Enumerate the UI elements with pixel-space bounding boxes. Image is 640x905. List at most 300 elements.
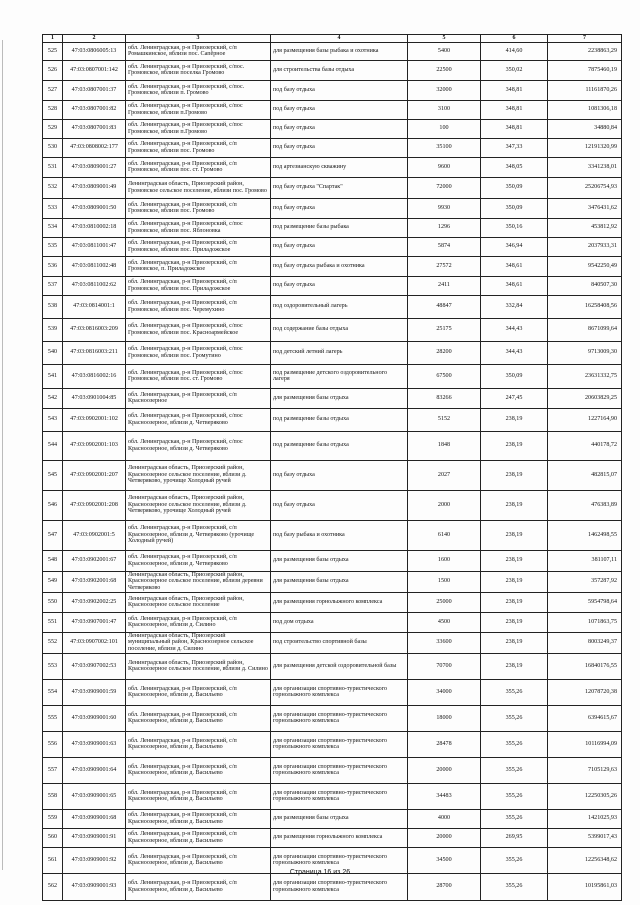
row-number: 546 [43, 490, 63, 520]
specific-value: 350,09 [481, 198, 548, 218]
specific-value: 355,26 [481, 783, 548, 809]
specific-value: 344,43 [481, 318, 548, 341]
cadastral-value: 5954798,64 [548, 592, 622, 612]
cadastral-value: 6394615,67 [548, 705, 622, 731]
permitted-use: для организации спортивно-туристического горнолыжного комплекса [271, 757, 408, 783]
table-row [43, 679, 622, 705]
cadastral-value: 8671099,64 [548, 318, 622, 341]
row-number: 543 [43, 408, 63, 431]
address: обл. Ленинградская, р-н Приозерский, с/п Красноозерное, вблизи д. Васильево [126, 731, 271, 757]
table-row [43, 705, 622, 731]
page-number: Страница 16 из 26 [289, 869, 351, 876]
cadastral-value: 34880,84 [548, 119, 622, 138]
specific-value: 238,19 [481, 490, 548, 520]
specific-value: 348,81 [481, 119, 548, 138]
table-row [43, 138, 622, 157]
address: обл. Ленинградская, р-н Приозерский, с/пос Громовское, вблизи пос. Громутино [126, 341, 271, 364]
table-row [43, 388, 622, 408]
permitted-use: под размещение базы отдыха [271, 431, 408, 460]
table-row [43, 731, 622, 757]
cadastral-value: 10195861,03 [548, 873, 622, 900]
area: 9930 [408, 198, 481, 218]
area: 5400 [408, 42, 481, 60]
specific-value: 350,09 [481, 177, 548, 198]
row-number: 559 [43, 809, 63, 828]
table-row [43, 318, 622, 341]
cadastral-value: 1462498,55 [548, 520, 622, 550]
table-row [43, 295, 622, 318]
address: обл. Ленинградская, р-н Приозерский, с/п Красноозерное, вблизи д. Васильево [126, 809, 271, 828]
table-row [43, 408, 622, 431]
table-header-row [43, 35, 622, 43]
row-number: 556 [43, 731, 63, 757]
address: Ленинградская область, Приозерский район, Красноозерное сельское поселение, вблизи д. Силино [126, 653, 271, 679]
area: 22500 [408, 60, 481, 80]
permitted-use: для организации спортивно-туристического горнолыжного комплекса [271, 847, 408, 873]
table-row [43, 757, 622, 783]
permitted-use: под детский летний лагерь [271, 341, 408, 364]
cadastral-value: 20603829,25 [548, 388, 622, 408]
cadastral-number: 47:03:0807001:82 [63, 100, 126, 119]
permitted-use: под базу отдыха [271, 276, 408, 295]
cadastral-number: 47:03:0902001:67 [63, 550, 126, 571]
specific-value: 348,81 [481, 80, 548, 100]
permitted-use: под базу отдыха [271, 119, 408, 138]
row-number: 554 [43, 679, 63, 705]
permitted-use: под оздоровительный лагерь [271, 295, 408, 318]
specific-value: 346,94 [481, 237, 548, 256]
column-number: 6 [481, 35, 548, 43]
row-number: 530 [43, 138, 63, 157]
cadastral-number: 47:03:0909001:63 [63, 731, 126, 757]
row-number: 525 [43, 42, 63, 60]
cadastral-number: 47:03:0809001:27 [63, 157, 126, 177]
permitted-use: для размещения горнолыжного комплекса [271, 828, 408, 847]
cadastral-number: 47:03:0807001:37 [63, 80, 126, 100]
area: 3100 [408, 100, 481, 119]
cadastral-value: 8003249,37 [548, 632, 622, 653]
specific-value: 238,19 [481, 571, 548, 592]
specific-value: 355,26 [481, 705, 548, 731]
area: 70700 [408, 653, 481, 679]
row-number: 558 [43, 783, 63, 809]
specific-value: 332,84 [481, 295, 548, 318]
cadastral-value: 5399017,43 [548, 828, 622, 847]
cadastral-number: 47:03:0909001:60 [63, 705, 126, 731]
row-number: 538 [43, 295, 63, 318]
address: обл. Ленинградская, р-н Приозерский, с/пос Громовское, вблизи пос. ст. Громово [126, 364, 271, 388]
row-number: 534 [43, 218, 63, 237]
row-number: 544 [43, 431, 63, 460]
page-edge-line [2, 40, 3, 870]
specific-value: 238,19 [481, 550, 548, 571]
area: 27572 [408, 256, 481, 276]
cadastral-value: 357287,92 [548, 571, 622, 592]
address: обл. Ленинградская, р-н Приозерский, с/пос Красноозерное, вблизи д. Четверяково [126, 431, 271, 460]
specific-value: 355,26 [481, 679, 548, 705]
row-number: 549 [43, 571, 63, 592]
specific-value: 347,33 [481, 138, 548, 157]
table-row [43, 520, 622, 550]
cadastral-number: 47:03:0902001:102 [63, 408, 126, 431]
table-row [43, 653, 622, 679]
cadastral-value: 12250305,26 [548, 783, 622, 809]
cadastral-value: 3476431,62 [548, 198, 622, 218]
area: 72000 [408, 177, 481, 198]
address: обл. Ленинградская, р-н Приозерский, с/п Громовское, п. Приладожское [126, 256, 271, 276]
area: 1600 [408, 550, 481, 571]
specific-value: 238,19 [481, 592, 548, 612]
permitted-use: под размещение базы отдыха [271, 408, 408, 431]
specific-value: 238,19 [481, 612, 548, 632]
address: обл. Ленинградская, р-н Приозерский, с/п Красноозерное, вблизи д. Силино [126, 612, 271, 632]
area: 28700 [408, 873, 481, 900]
table-row [43, 256, 622, 276]
cadastral-number: 47:03:0811001:47 [63, 237, 126, 256]
area: 5152 [408, 408, 481, 431]
cadastral-number: 47:03:0909001:68 [63, 809, 126, 828]
specific-value: 238,19 [481, 653, 548, 679]
table-row [43, 119, 622, 138]
column-number: 2 [63, 35, 126, 43]
address: Ленинградская область, Приозерский район, Красноозерное сельское поселение, вблизи деревни Четверяково [126, 571, 271, 592]
address: Ленинградская область, Приозерский район, Громовское сельское поселение, вблизи пос. Громово [126, 177, 271, 198]
area: 9600 [408, 157, 481, 177]
table-row [43, 60, 622, 80]
area: 5874 [408, 237, 481, 256]
cadastral-value: 7875460,19 [548, 60, 622, 80]
cadastral-number: 47:03:0816003:211 [63, 341, 126, 364]
cadastral-number: 47:03:0809001:50 [63, 198, 126, 218]
address: обл. Ленинградская, р-н Приозерский, с/пос. Громовское, вблизи поселка Громово [126, 60, 271, 80]
specific-value: 348,81 [481, 100, 548, 119]
address: обл. Ленинградская, р-н Приозерский, с/п Красноозерное [126, 388, 271, 408]
specific-value: 247,45 [481, 388, 548, 408]
table-row [43, 592, 622, 612]
area: 4000 [408, 809, 481, 828]
table-row [43, 177, 622, 198]
cadastral-number: 47:03:0909001:91 [63, 828, 126, 847]
table-row [43, 364, 622, 388]
cadastral-value: 840507,30 [548, 276, 622, 295]
area: 35100 [408, 138, 481, 157]
table-row [43, 828, 622, 847]
row-number: 533 [43, 198, 63, 218]
area: 32000 [408, 80, 481, 100]
table-row [43, 198, 622, 218]
permitted-use: для размещения базы отдыха [271, 809, 408, 828]
table-row [43, 237, 622, 256]
row-number: 551 [43, 612, 63, 632]
cadastral-value: 12256348,62 [548, 847, 622, 873]
cadastral-value: 1421025,93 [548, 809, 622, 828]
specific-value: 238,19 [481, 460, 548, 490]
specific-value: 355,26 [481, 847, 548, 873]
address: обл. Ленинградская, р-н Приозерский, с/п Красноозерное, вблизи д. Васильево [126, 873, 271, 900]
permitted-use: под базу отдыха [271, 100, 408, 119]
cadastral-number: 47:03:0901004:85 [63, 388, 126, 408]
row-number: 550 [43, 592, 63, 612]
row-number: 542 [43, 388, 63, 408]
specific-value: 344,43 [481, 341, 548, 364]
column-number: 4 [271, 35, 408, 43]
table-row [43, 783, 622, 809]
area: 18000 [408, 705, 481, 731]
cadastral-value: 440178,72 [548, 431, 622, 460]
row-number: 552 [43, 632, 63, 653]
row-number: 561 [43, 847, 63, 873]
specific-value: 355,26 [481, 809, 548, 828]
row-number: 526 [43, 60, 63, 80]
permitted-use: под строительство спортивной базы [271, 632, 408, 653]
permitted-use: для организации спортивно-туристического горнолыжного комплекса [271, 679, 408, 705]
row-number: 536 [43, 256, 63, 276]
address: обл. Ленинградская, р-н Приозерский, с/п Громовское, вблизи пос. Приладожское [126, 237, 271, 256]
permitted-use: для размещения горнолыжного комплекса [271, 592, 408, 612]
land-plots-table [42, 34, 622, 901]
table-row [43, 550, 622, 571]
area: 2411 [408, 276, 481, 295]
address: обл. Ленинградская, р-н Приозерский, с/пос Громовское, вблизи пос. Красноармейское [126, 318, 271, 341]
permitted-use: для размещения базы отдыха [271, 388, 408, 408]
cadastral-value: 16840176,55 [548, 653, 622, 679]
cadastral-number: 47:03:0807001:83 [63, 119, 126, 138]
permitted-use: под базу отдыха [271, 237, 408, 256]
cadastral-number: 47:03:0907002:101 [63, 632, 126, 653]
permitted-use: для размещения базы отдыха [271, 571, 408, 592]
row-number: 562 [43, 873, 63, 900]
table-row [43, 341, 622, 364]
permitted-use: для организации спортивно-туристического горнолыжного комплекса [271, 783, 408, 809]
area: 2027 [408, 460, 481, 490]
address: обл. Ленинградская, р-н Приозерский, с/п Громовское, вблизи пос. Громово [126, 198, 271, 218]
specific-value: 238,19 [481, 431, 548, 460]
address: обл. Ленинградская, р-н Приозерский, с/п Громовское, вблизи пос. Приладожское [126, 276, 271, 295]
table-row [43, 873, 622, 900]
permitted-use: под базу отдыха [271, 490, 408, 520]
cadastral-value: 11161870,26 [548, 80, 622, 100]
permitted-use: под базу отдыха "Спартак" [271, 177, 408, 198]
area: 28478 [408, 731, 481, 757]
row-number: 535 [43, 237, 63, 256]
address: обл. Ленинградская, р-н Приозерский, с/пос Громовское, вблизи пос. Яблоновка [126, 218, 271, 237]
area: 25175 [408, 318, 481, 341]
area: 34500 [408, 847, 481, 873]
row-number: 529 [43, 119, 63, 138]
permitted-use: под размещение базы рыбака [271, 218, 408, 237]
row-number: 527 [43, 80, 63, 100]
address: обл. Ленинградская, р-н Приозерский, с/п Красноозерное, вблизи д. Васильево [126, 828, 271, 847]
permitted-use: для размещения детской оздоровительной базы [271, 653, 408, 679]
area: 100 [408, 119, 481, 138]
row-number: 540 [43, 341, 63, 364]
address: обл. Ленинградская, р-н Приозерский, с/п Красноозерное, вблизи д. Васильево [126, 783, 271, 809]
row-number: 539 [43, 318, 63, 341]
specific-value: 355,26 [481, 757, 548, 783]
permitted-use: под дом отдыха [271, 612, 408, 632]
area: 67500 [408, 364, 481, 388]
cadastral-value: 25206754,93 [548, 177, 622, 198]
cadastral-value: 1227164,90 [548, 408, 622, 431]
address: Ленинградская область, Приозерский район, Красноозерное сельское поселение, вблизи д. Четверяково, урочище Холодный ручей [126, 460, 271, 490]
permitted-use: для строительства базы отдыха [271, 60, 408, 80]
permitted-use: под базу отдыха [271, 198, 408, 218]
table-row [43, 157, 622, 177]
area: 1500 [408, 571, 481, 592]
address: обл. Ленинградская, р-н Приозерский, с/п Ромашкинское, вблизи пос. Сапёрное [126, 42, 271, 60]
row-number: 528 [43, 100, 63, 119]
cadastral-value: 3341238,01 [548, 157, 622, 177]
cadastral-number: 47:03:0810002:18 [63, 218, 126, 237]
cadastral-number: 47:03:0909001:65 [63, 783, 126, 809]
permitted-use: под базу отдыха [271, 138, 408, 157]
cadastral-number: 47:03:0909001:93 [63, 873, 126, 900]
table-row [43, 100, 622, 119]
address: обл. Ленинградская, р-н Приозерский, с/п Красноозерное, вблизи д. Васильево [126, 847, 271, 873]
table-row [43, 632, 622, 653]
row-number: 532 [43, 177, 63, 198]
cadastral-number: 47:03:0902001:207 [63, 460, 126, 490]
cadastral-number: 47:03:0909001:92 [63, 847, 126, 873]
cadastral-number: 47:03:0902002:25 [63, 592, 126, 612]
address: обл. Ленинградская, р-н Приозерский, с/п Красноозерное, вблизи д. Четверяково [126, 550, 271, 571]
area: 4500 [408, 612, 481, 632]
table-row [43, 42, 622, 60]
cadastral-value: 9542250,49 [548, 256, 622, 276]
table-row [43, 612, 622, 632]
row-number: 541 [43, 364, 63, 388]
address: обл. Ленинградская, р-н Приозерский, с/пос Громовское, вблизи п.Громово [126, 100, 271, 119]
specific-value: 238,19 [481, 520, 548, 550]
column-number: 1 [43, 35, 63, 43]
permitted-use: под базу рыбака и охотника [271, 520, 408, 550]
area: 2000 [408, 490, 481, 520]
specific-value: 269,95 [481, 828, 548, 847]
permitted-use: под базу отдыха рыбака и охотника [271, 256, 408, 276]
permitted-use: под содержание базы отдыха [271, 318, 408, 341]
cadastral-number: 47:03:0811002:62 [63, 276, 126, 295]
cadastral-number: 47:03:0809001:49 [63, 177, 126, 198]
column-number: 7 [548, 35, 622, 43]
cadastral-number: 47:03:0807001:142 [63, 60, 126, 80]
specific-value: 348,61 [481, 276, 548, 295]
row-number: 548 [43, 550, 63, 571]
table-row [43, 460, 622, 490]
cadastral-value: 381107,11 [548, 550, 622, 571]
area: 34000 [408, 679, 481, 705]
specific-value: 238,19 [481, 408, 548, 431]
cadastral-value: 23631332,75 [548, 364, 622, 388]
address: обл. Ленинградская, р-н Приозерский, с/пос. Громовское, вблизи п. Громово [126, 80, 271, 100]
cadastral-value: 12078720,38 [548, 679, 622, 705]
permitted-use: для организации спортивно-туристического горнолыжного комплекса [271, 731, 408, 757]
address: обл. Ленинградская, р-н Приозерский, с/п Красноозерное, вблизи д. Васильево [126, 679, 271, 705]
permitted-use: под артезианскую скважину [271, 157, 408, 177]
table-row [43, 809, 622, 828]
cadastral-value: 12191320,99 [548, 138, 622, 157]
cadastral-value: 1081306,18 [548, 100, 622, 119]
row-number: 547 [43, 520, 63, 550]
table-row [43, 571, 622, 592]
row-number: 560 [43, 828, 63, 847]
cadastral-number: 47:03:0902001:103 [63, 431, 126, 460]
cadastral-value: 10116994,09 [548, 731, 622, 757]
area: 6140 [408, 520, 481, 550]
cadastral-number: 47:03:0814001:1 [63, 295, 126, 318]
column-number: 5 [408, 35, 481, 43]
area: 48847 [408, 295, 481, 318]
permitted-use: под базу отдыха [271, 460, 408, 490]
row-number: 531 [43, 157, 63, 177]
table-row [43, 80, 622, 100]
specific-value: 238,19 [481, 632, 548, 653]
address: обл. Ленинградская, р-н Приозерский, с/п Красноозерное, вблизи д. Васильево [126, 757, 271, 783]
cadastral-number: 47:03:0811002:48 [63, 256, 126, 276]
specific-value: 350,09 [481, 364, 548, 388]
specific-value: 348,05 [481, 157, 548, 177]
permitted-use: под базу отдыха [271, 80, 408, 100]
table-row [43, 431, 622, 460]
cadastral-value: 482815,07 [548, 460, 622, 490]
column-number: 3 [126, 35, 271, 43]
cadastral-number: 47:03:0902001:208 [63, 490, 126, 520]
table-row [43, 218, 622, 237]
table-row [43, 490, 622, 520]
cadastral-value: 453812,92 [548, 218, 622, 237]
area: 1296 [408, 218, 481, 237]
area: 20000 [408, 828, 481, 847]
specific-value: 350,16 [481, 218, 548, 237]
cadastral-value: 2238863,29 [548, 42, 622, 60]
row-number: 545 [43, 460, 63, 490]
permitted-use: под размещение детского оздоровительного лагеря [271, 364, 408, 388]
permitted-use: для организации спортивно-туристического горнолыжного комплекса [271, 873, 408, 900]
cadastral-value: 1071863,75 [548, 612, 622, 632]
address: Ленинградская область, Приозерский район, Красноозерное сельское поселение, вблизи д. Четверяково, урочище Холодный ручей [126, 490, 271, 520]
specific-value: 350,02 [481, 60, 548, 80]
specific-value: 348,61 [481, 256, 548, 276]
row-number: 537 [43, 276, 63, 295]
cadastral-number: 47:03:0808002:177 [63, 138, 126, 157]
area: 25000 [408, 592, 481, 612]
address: обл. Ленинградская, р-н Приозерский, с/пос Громовское, вблизи п.Громово [126, 119, 271, 138]
area: 34483 [408, 783, 481, 809]
area: 83266 [408, 388, 481, 408]
row-number: 555 [43, 705, 63, 731]
area: 28200 [408, 341, 481, 364]
area: 33600 [408, 632, 481, 653]
row-number: 557 [43, 757, 63, 783]
cadastral-number: 47:03:0909001:59 [63, 679, 126, 705]
cadastral-number: 47:03:0816002:16 [63, 364, 126, 388]
cadastral-number: 47:03:0902001:68 [63, 571, 126, 592]
address: обл. Ленинградская, р-н Приозерский, с/п Громовское, вблизи пос. Громово [126, 138, 271, 157]
specific-value: 355,26 [481, 873, 548, 900]
address: обл. Ленинградская, р-н Приозерский, с/п Красноозерное, вблизи д. Четверяково (урочище Холодный ручей) [126, 520, 271, 550]
permitted-use: для размещения базы отдыха [271, 550, 408, 571]
cadastral-value: 476383,89 [548, 490, 622, 520]
address: обл. Ленинградская, р-н Приозерский, с/пос Красноозерное, вблизи д. Четверяково [126, 408, 271, 431]
cadastral-number: 47:03:0902001:5 [63, 520, 126, 550]
row-number: 553 [43, 653, 63, 679]
permitted-use: для размещения базы рыбака и охотника [271, 42, 408, 60]
cadastral-value: 16258408,56 [548, 295, 622, 318]
permitted-use: для организации спортивно-туристического горнолыжного комплекса [271, 705, 408, 731]
address: Ленинградская область, Приозерский район, Красноозерное сельское поселение [126, 592, 271, 612]
area: 1848 [408, 431, 481, 460]
cadastral-number: 47:03:0816003:209 [63, 318, 126, 341]
specific-value: 355,26 [481, 731, 548, 757]
